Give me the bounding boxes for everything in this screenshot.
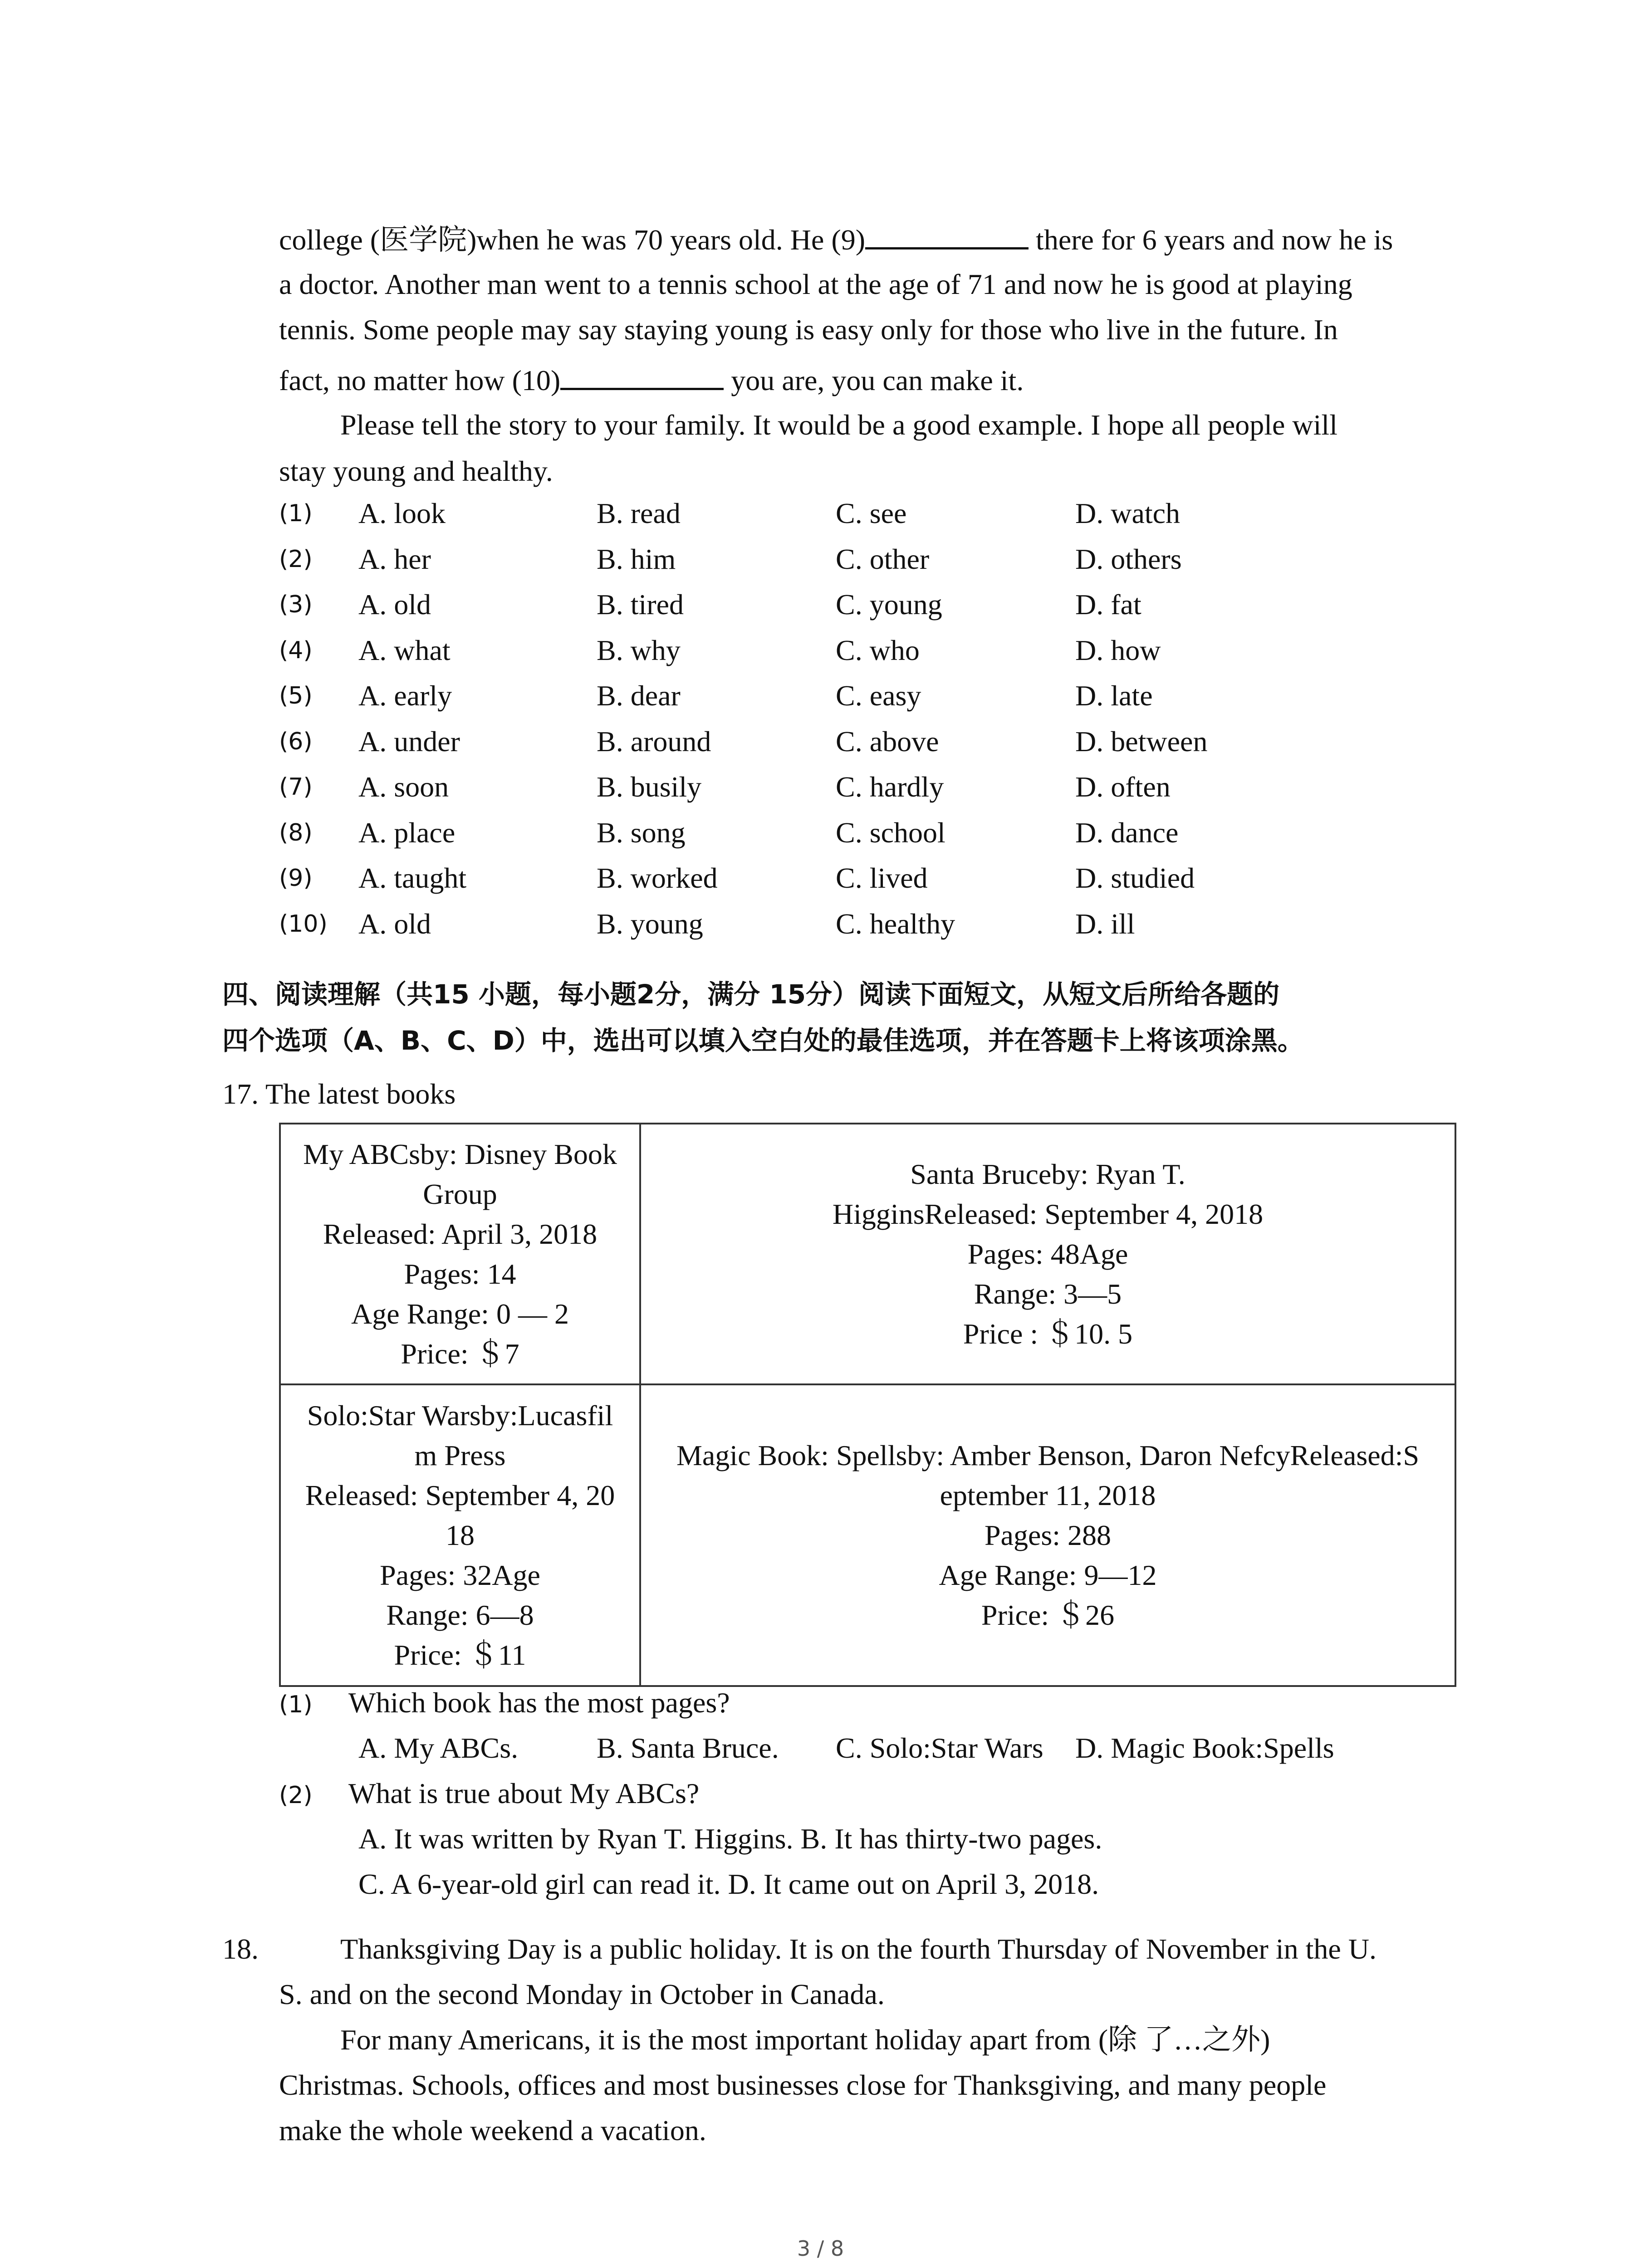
option-c: C. hardly — [836, 771, 944, 803]
book-info-line: Released: September 4, 20 — [305, 1479, 615, 1511]
option-number: (8) — [279, 819, 313, 846]
option-number: (7) — [279, 773, 313, 801]
q17-sub1-option-c: C. Solo:Star Wars — [836, 1732, 1043, 1764]
option-b: B. song — [597, 816, 686, 849]
q17-sub2-options-cd: C. A 6-year-old girl can read it. D. It came out on April 3, 2018. — [358, 1868, 1099, 1900]
option-number: (4) — [279, 636, 313, 664]
q18-line-3: For many Americans, it is the most important holiday apart from (除 了…之外) — [340, 2024, 1270, 2056]
option-d: D. ill — [1075, 907, 1135, 940]
book-cell-santa-bruce — [640, 1124, 1455, 1384]
q17-sub1-option-a: A. My ABCs. — [358, 1732, 519, 1764]
option-row — [279, 905, 1504, 943]
passage-line-4 — [279, 361, 1024, 400]
q18-line-4: Christmas. Schools, offices and most businesses close for Thanksgiving, and many people — [279, 2069, 1327, 2101]
q18-line-5: make the whole weekend a vacation. — [279, 2114, 706, 2146]
book-cell-magic-book — [640, 1384, 1455, 1686]
option-row — [279, 631, 1504, 670]
option-a: A. look — [358, 497, 446, 529]
book-info-line: eptember 11, 2018 — [940, 1479, 1156, 1511]
book-cell-solo-star-wars — [280, 1384, 640, 1686]
option-row — [279, 723, 1504, 761]
book-info-line: Magic Book: Spellsby: Amber Benson, Daron NefcyReleased:S — [676, 1439, 1420, 1471]
books-table — [279, 1123, 1456, 1687]
option-c: C. above — [836, 725, 939, 758]
book-info-line: Range: 3—5 — [974, 1277, 1122, 1310]
book-info-line: Range: 6—8 — [386, 1598, 534, 1631]
option-row — [279, 814, 1504, 852]
option-b: B. busily — [597, 771, 702, 803]
option-number: (10) — [279, 910, 328, 938]
option-number: (5) — [279, 682, 313, 709]
option-a: A. old — [358, 588, 431, 621]
book-info-line: My ABCsby: Disney Book — [303, 1138, 617, 1170]
book-info-line: Santa Bruceby: Ryan T. — [910, 1158, 1185, 1190]
passage-line-2: a doctor. Another man went to a tennis school at the age of 71 and now he is good at playing — [279, 268, 1352, 300]
option-b: B. dear — [597, 679, 681, 712]
book-info-line: Price: ＄26 — [981, 1598, 1115, 1631]
q18-line-1: Thanksgiving Day is a public holiday. It is on the fourth Thursday of November in the U. — [340, 1933, 1377, 1965]
q17-sub1-question: Which book has the most pages? — [348, 1686, 730, 1719]
option-b: B. around — [597, 725, 711, 758]
passage-line-5: Please tell the story to your family. It would be a good example. I hope all people will — [340, 409, 1337, 441]
passage-text: you are, you can make it. — [724, 364, 1024, 396]
option-d: D. late — [1075, 679, 1153, 712]
book-info-line: HigginsReleased: September 4, 2018 — [832, 1198, 1264, 1230]
passage-line-3: tennis. Some people may say staying young is easy only for those who live in the future. In — [279, 313, 1338, 346]
option-c: C. who — [836, 634, 920, 666]
option-a: A. early — [358, 679, 452, 712]
section-heading-line-1: 四、阅读理解（共15 小题，每小题2分，满分 15分）阅读下面短文，从短文后所给各题的 — [222, 979, 1280, 1010]
book-info-line: Pages: 288 — [984, 1519, 1112, 1551]
option-b: B. him — [597, 543, 676, 575]
sub-question-number: (2) — [279, 1782, 313, 1809]
option-row — [279, 494, 1504, 533]
option-a: A. taught — [358, 862, 467, 894]
option-d: D. between — [1075, 725, 1208, 758]
question-18-number: 18. — [222, 1933, 259, 1965]
q17-sub1-option-b: B. Santa Bruce. — [597, 1732, 779, 1764]
blank-9 — [865, 220, 1029, 249]
option-c: C. lived — [836, 862, 928, 894]
option-a: A. place — [358, 816, 456, 849]
option-row — [279, 586, 1504, 624]
book-cell-my-abcs — [280, 1124, 640, 1384]
book-info-line: Price: ＄11 — [394, 1638, 526, 1671]
passage-text: there for 6 years and now he is — [1029, 224, 1393, 256]
option-b: B. young — [597, 907, 703, 940]
option-a: A. under — [358, 725, 460, 758]
passage-line-1 — [279, 220, 1393, 259]
option-c: C. young — [836, 588, 942, 621]
option-d: D. dance — [1075, 816, 1179, 849]
section-heading-line-2: 四个选项（A、B、C、D）中，选出可以填入空白处的最佳选项，并在答题卡上将该项涂黑。 — [222, 1025, 1304, 1056]
option-a: A. what — [358, 634, 451, 666]
book-info-line: Pages: 32Age — [380, 1559, 540, 1591]
question-17-title: 17. The latest books — [222, 1078, 456, 1110]
option-b: B. tired — [597, 588, 684, 621]
option-row — [279, 540, 1504, 578]
q17-sub1-option-d: D. Magic Book:Spells — [1075, 1732, 1334, 1764]
q17-sub2-options-ab: A. It was written by Ryan T. Higgins. B. It has thirty-two pages. — [358, 1823, 1102, 1855]
option-c: C. healthy — [836, 907, 955, 940]
book-info-line: Price: ＄7 — [401, 1337, 519, 1370]
q17-sub2-question: What is true about My ABCs? — [348, 1777, 700, 1809]
option-c: C. school — [836, 816, 945, 849]
option-d: D. fat — [1075, 588, 1141, 621]
option-d: D. studied — [1075, 862, 1195, 894]
option-b: B. read — [597, 497, 681, 529]
option-c: C. other — [836, 543, 930, 575]
option-number: (2) — [279, 545, 313, 573]
option-d: D. watch — [1075, 497, 1181, 529]
option-number: (6) — [279, 728, 313, 755]
option-a: A. her — [358, 543, 431, 575]
book-info-line: Solo:Star Warsby:Lucasfil — [307, 1399, 613, 1432]
option-row — [279, 859, 1504, 897]
book-info-line: Price : ＄10. 5 — [963, 1317, 1133, 1350]
book-info-line: Group — [423, 1178, 497, 1210]
book-info-line: 18 — [446, 1519, 475, 1551]
option-d: D. others — [1075, 543, 1182, 575]
option-number: (1) — [279, 500, 313, 527]
option-b: B. worked — [597, 862, 718, 894]
option-b: B. why — [597, 634, 681, 666]
option-number: (9) — [279, 865, 313, 892]
q18-line-2: S. and on the second Monday in October in Canada. — [279, 1978, 885, 2010]
book-info-line: Age Range: 0 — 2 — [351, 1297, 569, 1330]
page-number: 3 / 8 — [797, 2236, 844, 2261]
option-row — [279, 768, 1504, 806]
q17-sub2 — [279, 1774, 313, 1814]
book-info-line: Released: April 3, 2018 — [323, 1217, 598, 1250]
blank-10 — [560, 361, 724, 390]
option-c: C. see — [836, 497, 907, 529]
option-c: C. easy — [836, 679, 921, 712]
book-info-line: m Press — [414, 1439, 506, 1471]
book-info-line: Pages: 48Age — [967, 1237, 1128, 1270]
option-number: (3) — [279, 591, 313, 618]
option-d: D. how — [1075, 634, 1161, 666]
sub-question-number: (1) — [279, 1691, 313, 1718]
passage-text: fact, no matter how (10) — [279, 364, 561, 396]
option-d: D. often — [1075, 771, 1171, 803]
option-a: A. old — [358, 907, 431, 940]
passage-line-6: stay young and healthy. — [279, 455, 553, 487]
passage-text: college (医学院)when he was 70 years old. He (9) — [279, 224, 866, 256]
q17-sub1 — [279, 1684, 313, 1724]
option-row — [279, 677, 1504, 715]
book-info-line: Age Range: 9—12 — [939, 1559, 1157, 1591]
option-a: A. soon — [358, 771, 449, 803]
book-info-line: Pages: 14 — [404, 1257, 516, 1290]
